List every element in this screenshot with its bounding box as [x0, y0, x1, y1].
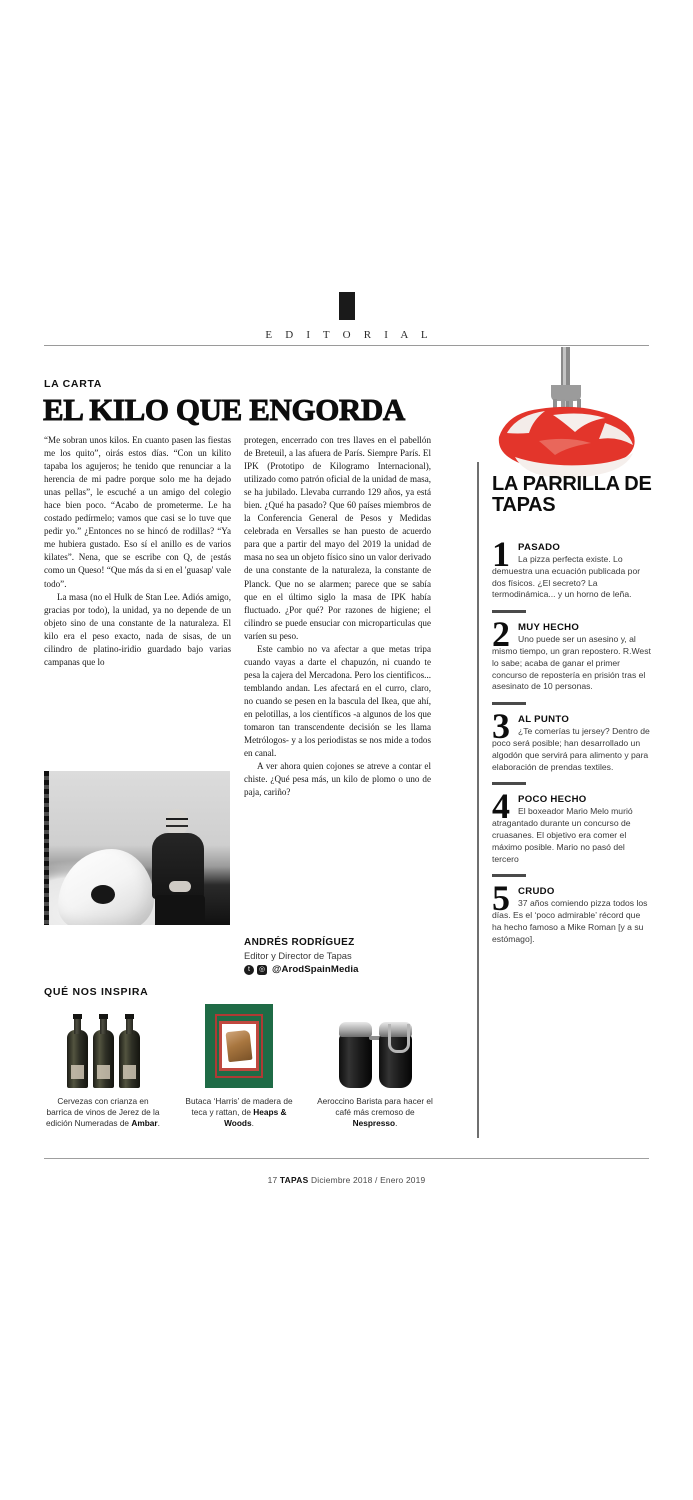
tip-body: Uno puede ser un asesino y, al mismo tiempo, un gran repostero. R.West lo sabe; acaba de ganar el primer concurso de repostería en prisión tras el asesinato de 10 personas.	[492, 634, 651, 692]
tip-divider	[492, 874, 526, 877]
bottle-icon	[119, 1014, 140, 1088]
item-caption	[44, 1096, 162, 1130]
tip-text	[492, 634, 652, 693]
tip-name: MUY HECHO	[518, 622, 580, 634]
paragraph: Este cambio no va afectar a que metas tripa cuando vayas a darte el chapuzón, ni cuando te pesa la cajera del Mercadona. Pero los cientificos... temblando andan. Les afectará en el curro, claro, no cuando se pesen en la bascula del Ikea, que ahí, en pelotillas, a los científicos -a algunos de los que tomaron tan transcendente decisión se les llama Metrólogos- y a los periodistas se nos mide a todos en canal.	[244, 643, 431, 759]
milk-frother-icon	[339, 1022, 372, 1088]
sidebar-divider	[477, 462, 479, 1138]
list-item	[492, 878, 652, 945]
caption-brand: Heaps & Woods	[224, 1107, 287, 1129]
author-signature	[244, 937, 434, 975]
inspira-section-title: QUÉ NOS INSPIRA	[44, 986, 149, 998]
armchair-frame-image	[180, 1004, 298, 1088]
article-column-one	[44, 434, 231, 669]
author-handle[interactable]: @ArodSpainMedia	[272, 964, 359, 975]
list-item	[180, 1004, 298, 1130]
tip-name: AL PUNTO	[518, 714, 570, 726]
bottle-icon	[93, 1014, 114, 1088]
aeroccino-group	[339, 1022, 412, 1088]
tip-body: 37 años comiendo pizza todos los días. Es el ‘poco admirable’ récord que ha hecho famoso a Mike Roman [y a su estómago].	[492, 898, 648, 944]
caption-text: Butaca ‘Harris’ de madera de teca y rattan, de	[185, 1096, 293, 1118]
tip-number: 1	[492, 534, 510, 574]
author-social	[244, 964, 434, 975]
caption-end: .	[395, 1118, 398, 1129]
armchair-shape	[225, 1030, 252, 1062]
tip-divider	[492, 782, 526, 785]
list-item	[44, 1004, 162, 1130]
list-item	[316, 1004, 434, 1130]
tip-text	[492, 898, 652, 945]
frame-inner	[219, 1021, 259, 1071]
sidebar-tips-list	[492, 534, 652, 952]
item-caption	[180, 1096, 298, 1130]
author-role: Editor y Director de Tapas	[244, 950, 352, 961]
paragraph: A ver ahora quien cojones se atreve a contar el chiste. ¿Qué pesa más, un kilo de plomo o uno de paja, cariño?	[244, 761, 431, 798]
tip-name: PASADO	[518, 542, 561, 553]
instagram-icon[interactable]: ◎	[258, 965, 266, 973]
caption-text: Cervezas con crianza en barrica de vinos de Jerez de la edición Numeradas de	[46, 1096, 160, 1129]
tip-text	[492, 806, 652, 865]
list-item	[492, 706, 652, 785]
tip-name: POCO HECHO	[518, 794, 587, 806]
magazine-name: TAPAS	[279, 1175, 309, 1185]
item-caption	[316, 1096, 434, 1130]
tip-body: El boxeador Mario Melo murió atragantado durante un concurso de cruasanes. El objetivo era comer el máximo posible. Mario no pasó del tercero	[492, 806, 633, 864]
paragraph: La masa (no el Hulk de Stan Lee. Adiós amigo, gracias por todo), la unidad, ya no depende de un objeto sino de una constante de la naturaleza. El kilo era el peso exacto, nada de sisas, de un cilindro de platino-iridio guardado bajo varias campanas que lo	[44, 591, 231, 667]
caption-end: .	[157, 1118, 160, 1129]
masthead	[0, 292, 693, 341]
page-footer	[0, 1175, 693, 1185]
white-chair-shape	[58, 849, 154, 925]
list-item	[492, 614, 652, 705]
tip-body: La pizza perfecta existe. Lo demuestra una ecuación publicada por dos físicos. ¿El secreto? La termodinámica... y un horno de leña.	[492, 554, 641, 600]
bottom-divider	[44, 1158, 649, 1159]
section-label: E D I T O R I A L	[265, 329, 433, 341]
beer-bottles-image	[44, 1004, 162, 1088]
milk-frother-icon	[379, 1022, 412, 1088]
author-name: ANDRÉS RODRÍGUEZ	[244, 937, 355, 948]
caption-text: Aeroccino Barista para hacer el café más cremoso de	[317, 1096, 433, 1118]
bottles-group	[67, 1014, 140, 1088]
seated-man-figure	[150, 809, 208, 925]
bottle-icon	[67, 1014, 88, 1088]
paragraph: “Me sobran unos kilos. En cuanto pasen las fiestas me los quito”, oirás estos días. “Con un kilito tapaba los agujeros; he tenido que renunciar a la herencia de mi padre porque solo me ha dejado unas pellas”, le escuché a un amigo del colegio hace bien poco. “Acabo de prometerme. Le ha costado pedírmelo; vamos que casi se lo tuve que pedir yo.” ¿Entonces no se hincó de rodillas? “Ya me hubiera gustado. Eso sí el anillo es de varios kilates”. Nena, que se escribe con Q, de ¡estás como un Queso! “Que más da si en el 'guasap' vale todo”.	[44, 435, 231, 589]
tip-name: CRUDO	[518, 886, 555, 898]
page-number: 17	[267, 1175, 278, 1185]
inspira-items	[44, 1004, 434, 1130]
tip-number: 3	[492, 706, 510, 747]
steak-with-fork-illustration	[487, 345, 647, 485]
picture-frame	[205, 1004, 273, 1088]
steak-shape	[499, 407, 635, 478]
list-item	[492, 534, 652, 613]
legs-shape	[155, 895, 205, 925]
steak-svg	[487, 345, 647, 485]
aeroccino-image	[316, 1004, 434, 1088]
issue-date: Diciembre 2018 / Enero 2019	[311, 1175, 426, 1185]
caption-end: .	[251, 1118, 254, 1129]
hands-shape	[169, 881, 191, 892]
tip-divider	[492, 610, 526, 613]
tip-number: 5	[492, 878, 510, 919]
tip-number: 2	[492, 614, 510, 655]
tip-divider	[492, 702, 526, 705]
article-column-two	[244, 434, 431, 799]
list-item	[492, 786, 652, 877]
paragraph: protegen, encerrado con tres llaves en el pabellón de Breteuil, a las afuera de París. Siempre París. El IPK (Prototipo de Kilogramo Internacional), utilizado como patrón oficial de la unidad de masa, se ha jubilado. Llevaba currando 129 años, ya está bien. ¿Qué ha pasado? Que 60 países miembros de la Conferencia General de Pesos y Medidas celebrada en Versalles se han puesto de acuerdo para que a partir del mayo del 2019 la unidad de masa no sea un objeto físico sino un valor derivado de una constante de la naturaleza, la constante de Planck. Que no se alarmen; parece que se sabía que en el último siglo la masa de IPK había fluctuado. ¿Por qué? Por razones de higiene; el cilindro se puede ensuciar con microparticulas que varíen su peso.	[244, 435, 431, 641]
twitter-icon[interactable]: t	[244, 965, 254, 975]
editor-portrait-photo	[44, 771, 230, 925]
caption-brand: Nespresso	[352, 1118, 396, 1129]
tip-text	[492, 554, 652, 601]
tip-text	[492, 726, 652, 773]
tip-number: 4	[492, 786, 510, 827]
caption-brand: Ambar	[131, 1118, 158, 1129]
article-kicker: LA CARTA	[44, 378, 103, 390]
tip-body: ¿Te comerías tu jersey? Dentro de poco será posible; han desarrollado un algodón que servirá para alimento y para elaboración de prendas textiles.	[492, 726, 650, 772]
editorial-mark-icon	[339, 292, 355, 320]
glasses-icon	[166, 818, 188, 827]
sidebar-title: LA PARRILLA DE TAPAS	[492, 473, 652, 516]
page-title: EL KILO QUE ENGORDA	[43, 392, 405, 427]
film-edge	[44, 771, 49, 925]
